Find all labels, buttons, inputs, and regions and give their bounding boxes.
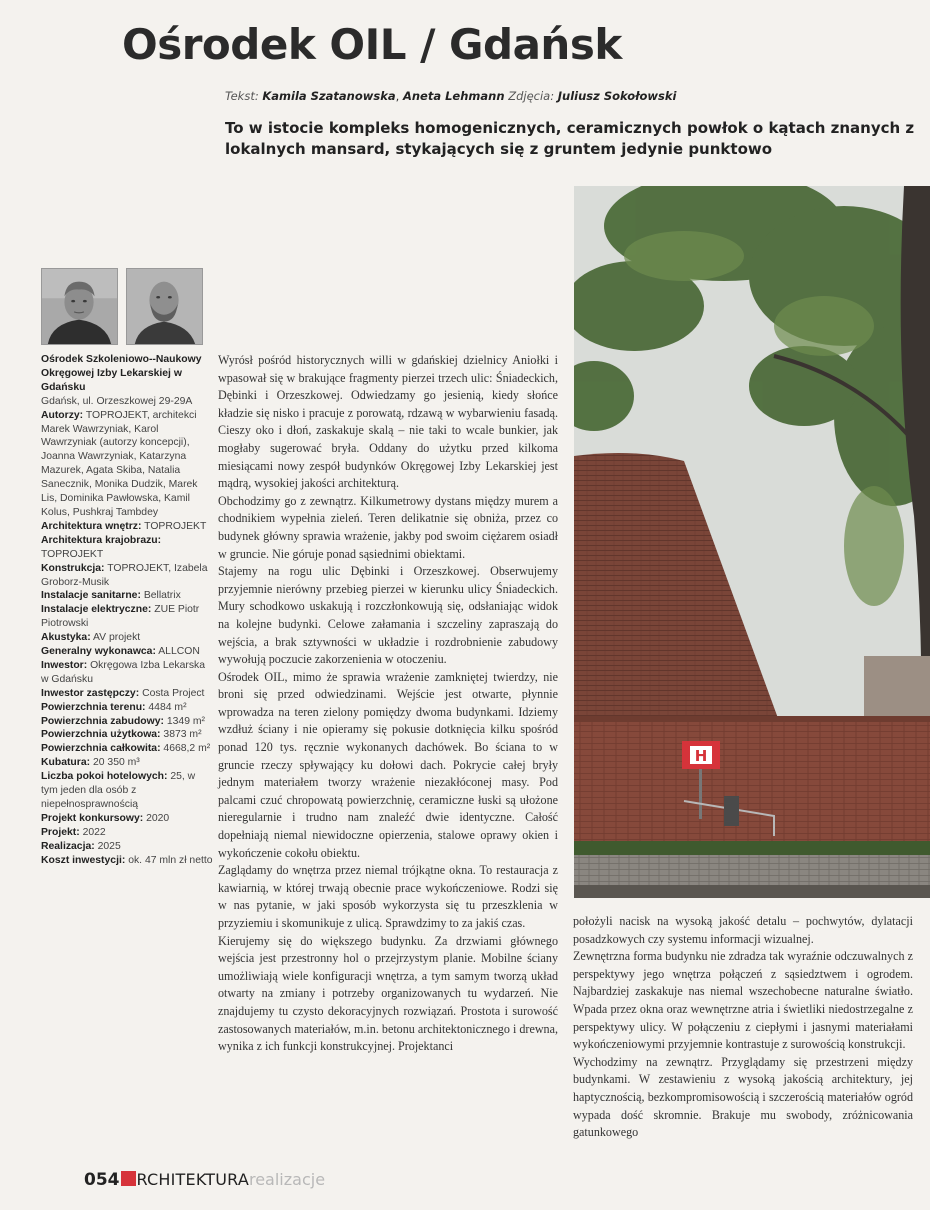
- project-info-entry: [41, 812, 213, 826]
- project-info-label: Architektura krajobrazu:: [41, 534, 162, 546]
- photo-label: Zdjęcia:: [508, 89, 555, 103]
- project-info-value: ok. 47 mln zł netto: [128, 854, 213, 866]
- page-number: 054: [84, 1170, 120, 1190]
- article-lead: To w istocie kompleks homogenicznych, ceramicznych powłok o kątach znanych z lokalnych mansard, stykających się z gruntem jedynie punktowo: [225, 119, 915, 158]
- project-info-label: Architektura wnętrz:: [41, 520, 142, 532]
- project-info-value: 2025: [97, 840, 121, 852]
- project-info-entry: [41, 631, 213, 645]
- article-paragraph: Wyrósł pośród historycznych willi w gdańskiej dzielnicy Aniołki i wpasował się w brakujące fragmenty pierzei trzech ulic: Śniadeckich, Dębinki i Orzeszkowej. Odwiedzamy go jesienią, kiedy słońce kładzie się nisko i pracuje z porowatą, rdzawą w wybarwieniu fasadą. Cieszy oko i dłoń, zaskakuje skalą – nie taki to wcale bunkier, jak mogłaby sugerować bryła. Oddany do użytku przed kilkoma miesiącami nowy zespół budynków Okręgowej Izby Lekarskiej jest mądrą, wysokiej jakości architekturą.: [218, 353, 558, 491]
- project-info-value: 3873 m²: [163, 729, 202, 741]
- project-info-label: Powierzchnia zabudowy:: [41, 715, 164, 727]
- project-info-entry: [41, 756, 213, 770]
- project-info-label: Inwestor:: [41, 659, 88, 671]
- project-info-value: 25, w tym jeden dla osób z niepełnosprawnością: [41, 771, 196, 810]
- project-info-value: 20 350 m³: [92, 757, 140, 769]
- project-info-value: 2022: [82, 826, 106, 838]
- project-info-label: Projekt:: [41, 826, 80, 838]
- project-info-entry: [41, 826, 213, 840]
- project-info-entry: [41, 603, 213, 631]
- project-info-label: Konstrukcja:: [41, 562, 105, 574]
- magazine-brand: RCHITEKTURA: [136, 1170, 249, 1189]
- project-info-value: ALLCON: [158, 646, 200, 658]
- project-info-value: 1349 m²: [166, 715, 205, 727]
- project-info-value: 2020: [146, 812, 170, 824]
- project-info-label: Instalacje sanitarne:: [41, 590, 141, 602]
- project-info-value: TOPROJEKT, architekci Marek Wawrzyniak, Karol Wawrzyniak (autorzy koncepcji), Joanna Wawrzyniak, Katarzyna Mazurek, Agata Skiba, Natalia Sanecznik, Monika Dudzik, Marek Lis, Dominika Pawłowska, Kamil Kolus, Pushkraj Tambdey: [41, 409, 198, 518]
- project-info-entry: [41, 589, 213, 603]
- article-paragraph: Kierujemy się do większego budynku. Za drzwiami głównego wejścia jest przestronny hol o przejrzystym planie. Mobilne ściany umożliwiają wiele konfiguracji wnętrza, a tym samym tworzą układ otwarty na zmiany i potrzeby organizowanych tu wydarzeń. Nie znajdujemy tu czysto dekoracyjnych rozwiązań. Prostota i surowość zastosowanych materiałów, m.in. betonu architektonicznego i drewna, wynika z ich funkcji konstrukcyjnej. Projektanci: [218, 933, 558, 1054]
- article-column-2: [573, 913, 913, 1142]
- project-info-entry: [41, 534, 213, 562]
- page-footer: [84, 1170, 325, 1190]
- article-paragraph: Obchodzimy go z zewnątrz. Kilkumetrowy dystans między murem a chodnikiem wypełnia zieleń. Teren delikatnie się obniża, przez co budynek główny sprawia wrażenie, jakby pod swoim ciężarem osiadł w gruncie. Nie góruje ponad sąsiednimi obiektami.: [218, 493, 558, 561]
- article-column-1: [218, 352, 558, 1056]
- text-label: Tekst:: [225, 89, 259, 103]
- author-portrait-1: [41, 268, 118, 345]
- author-1: Kamila Szatanowska: [262, 89, 396, 103]
- article-paragraph: Zaglądamy do wnętrza przez niemal trójkątne okna. To restauracja z kawiarnią, w której trwają obecnie prace wykończeniowe. Rodzi się w nas pytanie, w jaki sposób wykorzysta się tu przeszklenia w przyziemiu i skomunikuje z ulicą. Sprawdzimy to za jakiś czas.: [218, 863, 558, 930]
- project-info-label: Koszt inwestycji:: [41, 854, 126, 866]
- project-info-value: Okręgowa Izba Lekarska w Gdańsku: [41, 659, 206, 685]
- project-info-sidebar: [41, 353, 213, 868]
- author-2: Aneta Lehmann: [402, 89, 505, 103]
- project-info-value: ZUE Piotr Piotrowski: [41, 604, 200, 630]
- article-paragraph: położyli nacisk na wysoką jakość detalu – pochwytów, dylatacji posadzkowych czy systemu informacji wizualnej.: [573, 914, 913, 946]
- project-info-entry: [41, 742, 213, 756]
- project-info-label: Powierzchnia użytkowa:: [41, 729, 161, 741]
- project-info-value: TOPROJEKT: [144, 520, 207, 532]
- project-info-label: Kubatura:: [41, 757, 91, 769]
- project-info-entry: [41, 701, 213, 715]
- article-credits: [225, 89, 676, 103]
- project-address: Gdańsk, ul. Orzeszkowej 29-29A: [41, 395, 193, 407]
- project-info-value: Costa Project: [142, 687, 205, 699]
- project-info-value: 4484 m²: [148, 701, 187, 713]
- project-info-label: Autorzy:: [41, 409, 84, 421]
- architektura-logo-icon: [121, 1171, 136, 1186]
- article-paragraph: Ośrodek OIL, mimo że sprawia wrażenie zamkniętej twierdzy, nie broni się przed odwiedzinami. Wejście jest otwarte, płynnie wprowadza na teren zielony pomiędzy dwoma budynkami. Idziemy wzdłuż ściany i nie opieramy się pokusie dotknięcia kilku spośród ponad 120 tys. ręcznie wykonanych dachówek. Bo ściana to w gruncie rzeczy spływający ku dołowi dach. Pokrycie całej bryły jednym materiałem tworzy wrażenie niezakłóconej masy. Pod palcami czuć chropowatą powierzchnię, ceramiczne łuski są ułożone nieregularnie i trudno nam znaleźć dwie identyczne. Całość dopełniają niemal niewidoczne opierzenia, stalowe oprawy okien i wykończenie cokołu obiektu.: [218, 669, 558, 860]
- project-info-value: Bellatrix: [143, 590, 181, 602]
- project-info-value: 4668,2 m²: [163, 743, 211, 755]
- building-photo-illustration: [574, 186, 930, 898]
- project-info-entry: [41, 659, 213, 687]
- magazine-section: realizacje: [248, 1170, 326, 1189]
- project-info-label: Inwestor zastępczy:: [41, 687, 140, 699]
- project-info-entry: [41, 687, 213, 701]
- project-name: Ośrodek Szkoleniowo--Naukowy Okręgowej Izby Lekarskiej w Gdańsku: [41, 354, 202, 393]
- project-info-entry: [41, 840, 213, 854]
- project-info-label: Realizacja:: [41, 840, 95, 852]
- building-photo: [574, 186, 930, 898]
- project-info-label: Liczba pokoi hotelowych:: [41, 771, 168, 783]
- parking-sign-letter: H: [694, 747, 708, 765]
- article-paragraph: Wychodzimy na zewnątrz. Przyglądamy się przestrzeni między budynkami. W zestawieniu z wysoką jakością architektury, jej haptycznością, bezkompromisowością i szczerością materiałów ogród wypada dość skromnie. Brakuje mu swobody, zróżnicowania gatunkowego: [573, 1054, 913, 1140]
- credits-separator: ,: [395, 89, 400, 103]
- project-info-label: Powierzchnia całkowita:: [41, 743, 161, 755]
- article-title: Ośrodek OIL / Gdańsk: [122, 20, 622, 69]
- project-info-entry: [41, 715, 213, 729]
- author-portrait-2: [126, 268, 203, 345]
- project-info-label: Instalacje elektryczne:: [41, 604, 152, 616]
- project-info-label: Projekt konkursowy:: [41, 812, 144, 824]
- project-info-entry: [41, 520, 213, 534]
- project-info-entry: [41, 854, 213, 868]
- project-info-value: TOPROJEKT, Izabela Groborz-Musik: [41, 562, 208, 588]
- project-info-entry: [41, 645, 213, 659]
- project-info-value: TOPROJEKT: [41, 548, 104, 560]
- project-info-value: AV projekt: [93, 632, 141, 644]
- project-info-label: Powierzchnia terenu:: [41, 701, 146, 713]
- project-info-entry: [41, 728, 213, 742]
- project-info-label: Generalny wykonawca:: [41, 646, 156, 658]
- project-info-list: [41, 409, 213, 868]
- article-paragraph: Stajemy na rogu ulic Dębinki i Orzeszkowej. Obserwujemy przyjemnie nierówny przebieg pierzei w kierunku ulicy Śniadeckich. Mury schodkowo uskakują i rozczłonkowują się, odsłaniając widok na kolejne budynki. Celowe załamania i szczeliny zapraszają do wejścia, a brak sztywności w układzie i rozdrobnienie zabudowy wywołują poczucie zakorzenienia w otoczeniu.: [218, 564, 558, 667]
- project-info-entry: [41, 562, 213, 590]
- project-info-label: Akustyka:: [41, 632, 91, 644]
- article-paragraph: Zewnętrzna forma budynku nie zdradza tak wyraźnie odczuwalnych z perspektywy jego wnętrza połączeń z sąsiedztwem i ogrodem. Najbardziej zaskakuje nas niemal wszechobecne naturalne światło. Wpada przez okna oraz wewnętrzne atria i świetliki niedostrzegalne z perspektywy ulicy. W połączeniu z ciepłymi i jasnymi materiałami wykończeniowymi przyjemnie kontrastuje z surowością konstrukcji.: [573, 949, 913, 1052]
- project-info-entry: [41, 409, 213, 520]
- photographer: Juliusz Sokołowski: [557, 89, 677, 103]
- project-info-entry: [41, 770, 213, 812]
